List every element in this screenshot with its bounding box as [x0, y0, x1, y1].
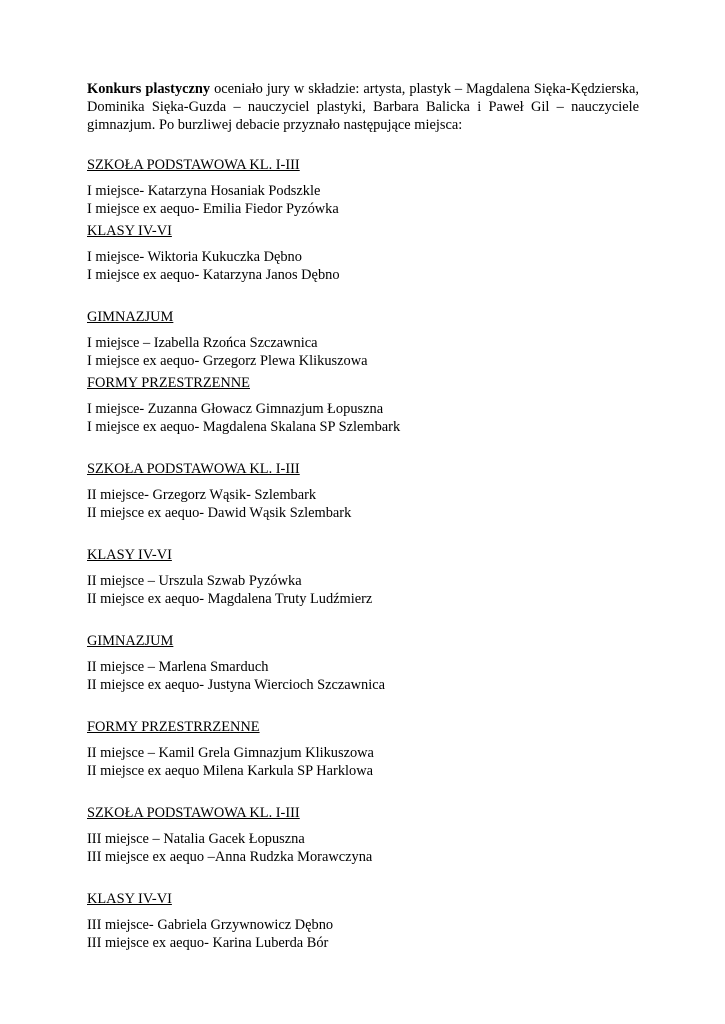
result-line: II miejsce – Kamil Grela Gimnazjum Klikuszowa [87, 745, 374, 761]
result-line: I miejsce ex aequo- Grzegorz Plewa Klikuszowa [87, 353, 368, 369]
result-line: III miejsce ex aequo –Anna Rudzka Morawczyna [87, 849, 373, 865]
result-line: I miejsce- Zuzanna Głowacz Gimnazjum Łopuszna [87, 401, 384, 417]
section-heading: KLASY IV-VI [87, 547, 172, 563]
section-heading: GIMNAZJUM [87, 309, 174, 325]
section-heading: FORMY PRZESTRRZENNE [87, 719, 260, 735]
result-line: III miejsce ex aequo- Karina Luberda Bór [87, 935, 329, 951]
result-line: II miejsce ex aequo- Dawid Wąsik Szlembark [87, 505, 352, 521]
section-gimnazjum-first [87, 308, 639, 370]
section-kl-4-6-second [87, 546, 639, 608]
result-line: II miejsce – Marlena Smarduch [87, 659, 269, 675]
section-formy-first [87, 374, 639, 436]
section-heading: KLASY IV-VI [87, 891, 172, 907]
result-line: II miejsce ex aequo- Magdalena Truty Ludźmierz [87, 591, 373, 607]
result-line: II miejsce- Grzegorz Wąsik- Szlembark [87, 487, 317, 503]
intro-paragraph [87, 80, 639, 134]
section-heading: SZKOŁA PODSTAWOWA KL. I-III [87, 157, 300, 173]
intro-bold: Konkurs plastyczny [87, 81, 211, 97]
result-line: II miejsce ex aequo Milena Karkula SP Harklowa [87, 763, 373, 779]
document-page [87, 80, 639, 976]
result-line: I miejsce ex aequo- Magdalena Skalana SP Szlembark [87, 419, 401, 435]
section-heading: SZKOŁA PODSTAWOWA KL. I-III [87, 805, 300, 821]
result-line: I miejsce- Katarzyna Hosaniak Podszkle [87, 183, 321, 199]
section-kl-4-6-first [87, 222, 639, 284]
section-formy-second [87, 718, 639, 780]
section-kl-4-6-third [87, 890, 639, 952]
result-line: II miejsce ex aequo- Justyna Wiercioch Szczawnica [87, 677, 386, 693]
section-heading: SZKOŁA PODSTAWOWA KL. I-III [87, 461, 300, 477]
section-sp-1-3-third [87, 804, 639, 866]
result-line: I miejsce ex aequo- Katarzyna Janos Dębno [87, 267, 340, 283]
result-line: I miejsce ex aequo- Emilia Fiedor Pyzówka [87, 201, 339, 217]
intro-text: oceniało jury w składzie: artysta, plastyk – Magdalena Sięka-Kędzierska, Dominika Sięka-Guzda – nauczyciel plastyki, Barbara Balicka i Paweł Gil – nauczyciele gimnazjum. Po burzliwej debacie przyznało następujące miejsca: [87, 81, 639, 133]
section-sp-1-3-second [87, 460, 639, 522]
section-heading: GIMNAZJUM [87, 633, 174, 649]
section-heading: FORMY PRZESTRZENNE [87, 375, 250, 391]
result-line: I miejsce- Wiktoria Kukuczka Dębno [87, 249, 302, 265]
section-sp-1-3-first [87, 156, 639, 218]
result-line: II miejsce – Urszula Szwab Pyzówka [87, 573, 302, 589]
section-heading: KLASY IV-VI [87, 223, 172, 239]
section-gimnazjum-second [87, 632, 639, 694]
result-line: III miejsce- Gabriela Grzywnowicz Dębno [87, 917, 334, 933]
result-line: III miejsce – Natalia Gacek Łopuszna [87, 831, 305, 847]
result-line: I miejsce – Izabella Rzońca Szczawnica [87, 335, 318, 351]
